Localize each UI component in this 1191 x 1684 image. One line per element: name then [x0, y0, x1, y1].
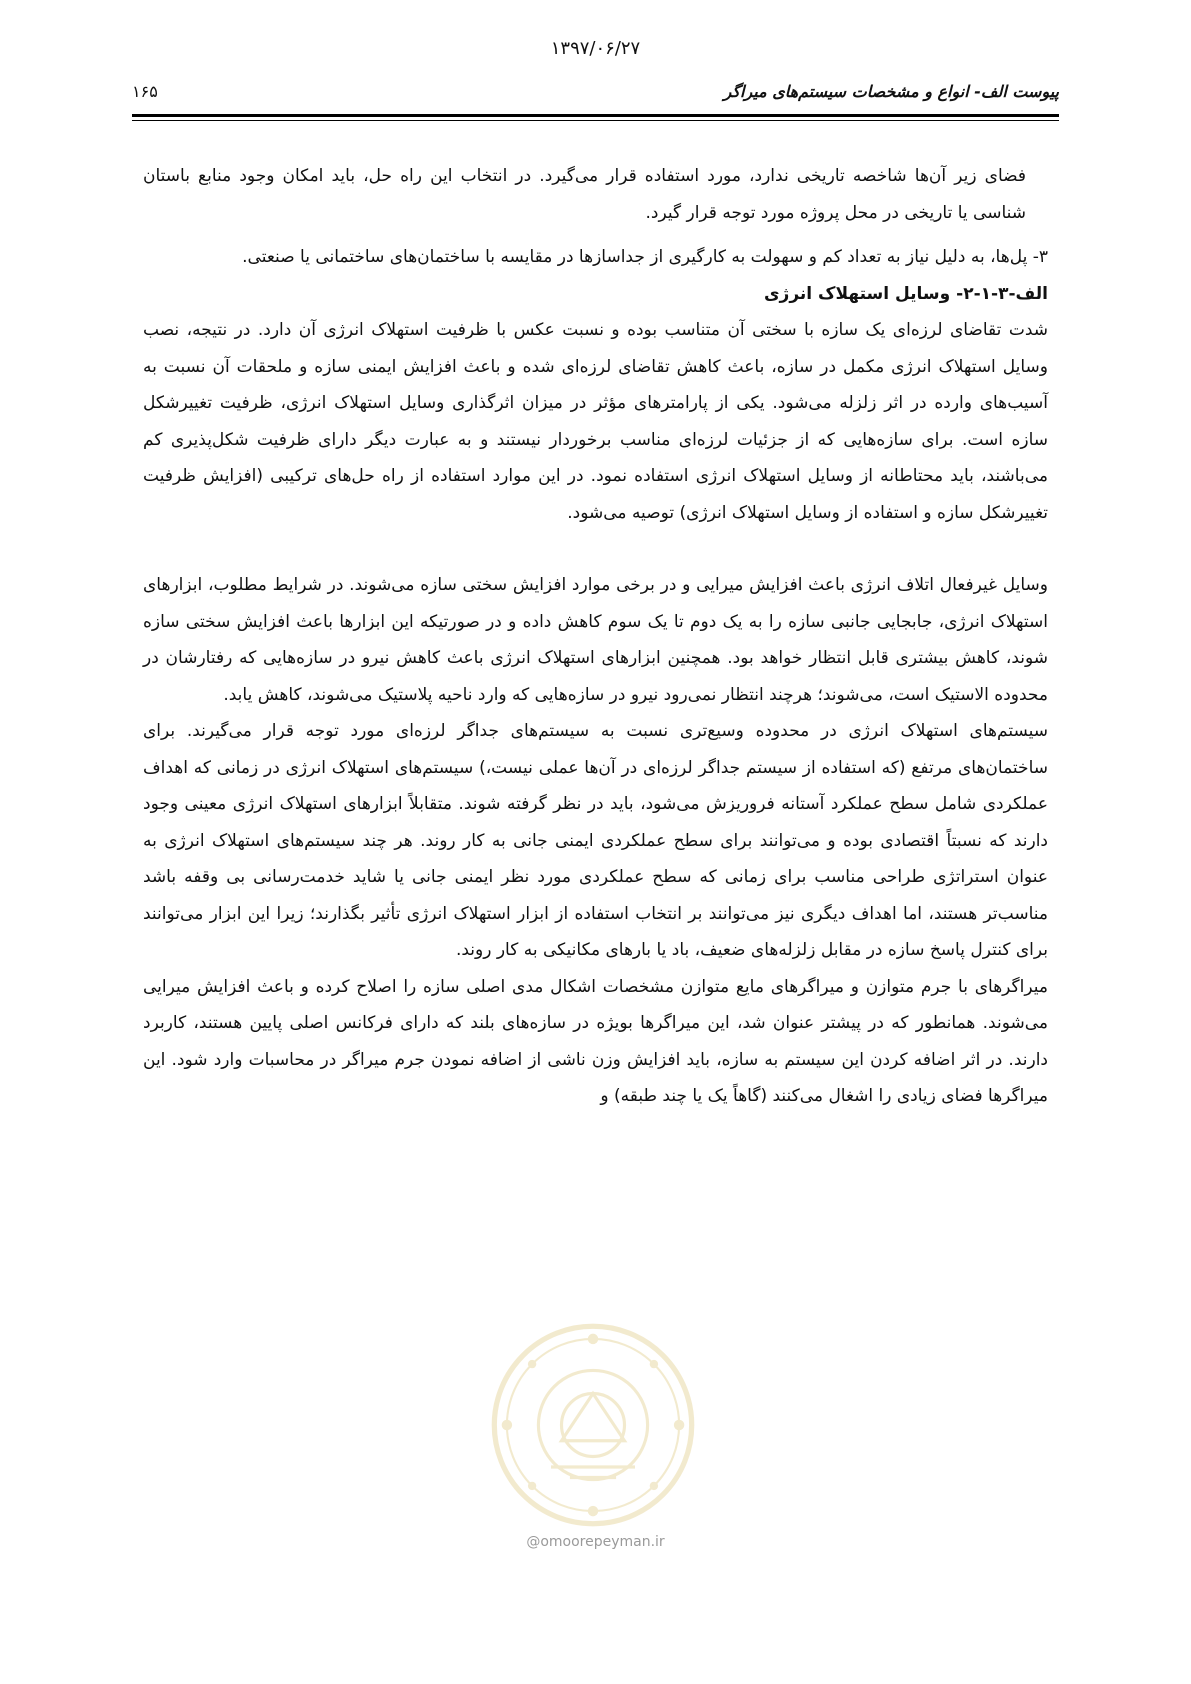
- paragraph-spacer: [143, 531, 1048, 567]
- header-rule-thin: [132, 120, 1059, 121]
- header-rule: [132, 114, 1059, 128]
- paragraph: شدت تقاضای لرزه‌ای یک سازه با سختی آن متناسب بوده و نسبت عکس با ظرفیت استهلاک انرژی آن دارد. در نتیجه، نصب وسایل استهلاک انرژی مکمل در سازه، باعث کاهش تقاضای لرزه‌ای شده و باعث افزایش ایمنی سازه و ملحقات آن نسبت به آسیب‌های وارده در اثر زلزله می‌شود. یکی از پارامترهای مؤثر در میزان اثرگذاری وسایل استهلاک انرژی، ظرفیت تغییرشکل سازه است. برای سازه‌هایی که از جزئیات لرزه‌ای مناسب برخوردار نیستند و به عبارت دیگر دارای ظرفیت شکل‌پذیری کم می‌باشند، باید محتاطانه از وسایل استهلاک انرژی استفاده نمود. در این موارد استفاده از راه حل‌های ترکیبی (افزایش ظرفیت تغییرشکل سازه و استفاده از وسایل استهلاک انرژی) توصیه می‌شود.: [143, 320, 1048, 523]
- paragraph: فضای زیر آن‌ها شاخصه تاریخی ندارد، مورد استفاده قرار می‌گیرد. در انتخاب این راه حل، باید امکان وجود منابع باستان شناسی یا تاریخی در محل پروژه مورد توجه قرار گیرد.: [143, 166, 1026, 223]
- list-item: ۳- پل‌ها، به دلیل نیاز به تعداد کم و سهولت به کارگیری از جداسازها در مقایسه با ساختمان‌های ساختمانی یا صنعتی.: [242, 247, 1048, 267]
- page-number: ۱۶۵: [132, 81, 158, 101]
- body-content: [143, 158, 1048, 1115]
- paragraph: سیستم‌های استهلاک انرژی در محدوده وسیع‌تری نسبت به سیستم‌های جداگر لرزه‌ای مورد توجه قرار می‌گیرند. برای ساختمان‌های مرتفع (که استفاده از سیستم جداگر لرزه‌ای در آن‌ها عملی نیست،) سیستم‌های استهلاک انرژی در زمانی که اهداف عملکردی شامل سطح عملکرد آستانه فروریزش می‌شود، باید در نظر گرفته شوند. متقابلاً ابزارهای استهلاک انرژی معینی وجود دارند که نسبتاً اقتصادی بوده و می‌توانند برای سطح عملکردی ایمنی جانی به کار روند. هر چند سیستم‌های استهلاک انرژی به عنوان استراتژی طراحی مناسب برای زمانی که سطح عملکردی مورد نظر ایمنی جانی یا شاید خدمت‌رسانی بی وقفه باشد مناسب‌تر هستند، اما اهداف دیگری نیز می‌توانند بر انتخاب استفاده از ابزار استهلاک انرژی تأثیر بگذارند؛ زیرا این ابزار می‌توانند برای کنترل پاسخ سازه در مقابل زلزله‌های ضعیف، باد یا بارهای مکانیکی به کار روند.: [143, 721, 1048, 960]
- paragraph: وسایل غیرفعال اتلاف انرژی باعث افزایش میرایی و در برخی موارد افزایش سختی سازه می‌شوند. در شرایط مطلوب، ابزارهای استهلاک انرژی، جابجایی جانبی سازه را به یک دوم تا یک سوم کاهش داده و در صورتیکه این ابزارها باعث افزایش سختی سازه شوند، کاهش بیشتری قابل انتظار خواهد بود. همچنین ابزارهای استهلاک انرژی باعث کاهش نیرو در سازه‌هایی که رفتارشان در محدوده الاستیک است، می‌شوند؛ هرچند انتظار نمی‌رود نیرو در سازه‌هایی که وارد ناحیه پلاستیک می‌شوند، کاهش یابد.: [143, 575, 1048, 705]
- seal-logo-icon: [488, 1320, 698, 1530]
- section-heading: الف-۳-۱-۲- وسایل استهلاک انرژی: [763, 283, 1048, 304]
- paragraph: میراگرهای با جرم متوازن و میراگرهای مایع متوازن مشخصات اشکال مدی اصلی سازه را اصلاح کرده و باعث افزایش میرایی می‌شوند. همانطور که در پیشتر عنوان شد، این میراگرها بویژه در سازه‌های بلند که دارای فرکانس اصلی پایین هستند، کاربرد دارند. در اثر اضافه کردن این سیستم به سازه، باید افزایش وزن ناشی از اضافه نمودن جرم میراگر در محاسبات وارد شود. این میراگرها فضای زیادی را اشغال می‌کنند (گاهاً یک یا چند طبقه) و: [143, 976, 1048, 1106]
- watermark-url: @omoorepeyman.ir: [526, 1534, 665, 1550]
- page-header: [132, 73, 1059, 109]
- date-stamp: ۱۳۹۷/۰۶/۲۷: [550, 38, 641, 59]
- running-title: پیوست الف- انواع و مشخصات سیستم‌های میراگر: [723, 81, 1059, 101]
- header-rule-thick: [132, 114, 1059, 117]
